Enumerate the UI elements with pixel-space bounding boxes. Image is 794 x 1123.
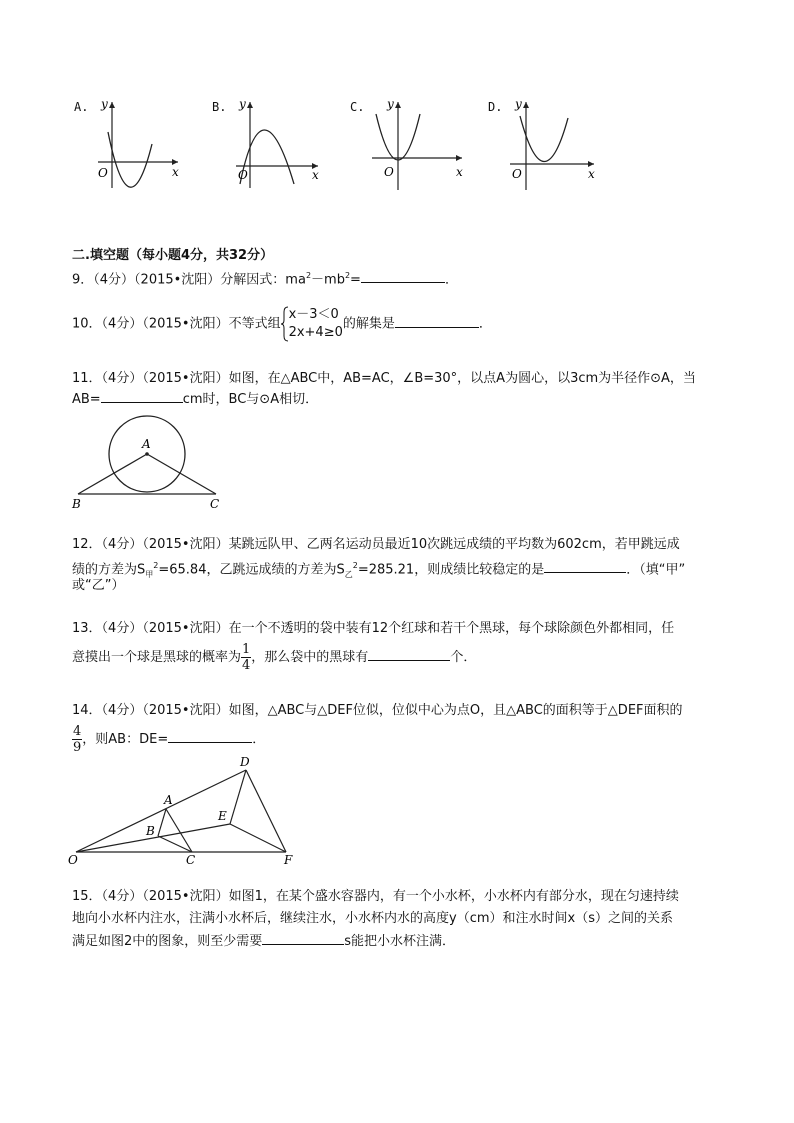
question-9: 9．（4分）（2015•沈阳）分解因式：$ma^2-mb^2=$ ． [72, 265, 458, 291]
section-title: 二.填空题（每小题4分，共32分） [72, 248, 274, 263]
question-14-line-2: $\frac{4}{9}$ ，则AB：DE= ． [73, 724, 266, 755]
option-d-label: D. [488, 100, 503, 114]
inequality-system: x－3＜0 2x+4≥0 [281, 306, 343, 342]
question-12-line-1: 12．（4分）（2015•沈阳）某跳远队甲、乙两名运动员最近10次跳远成绩的平均数为602cm，若甲跳远成 [72, 537, 680, 552]
svg-text:C: C [186, 853, 196, 867]
svg-text:B: B [72, 497, 81, 511]
svg-text:x: x [588, 167, 595, 181]
svg-text:O: O [98, 166, 108, 180]
option-b-graph [232, 96, 324, 188]
answer-blank-10[interactable] [395, 313, 479, 328]
svg-text:y: y [515, 97, 522, 111]
svg-text:A: A [142, 437, 151, 451]
option-c-graph [368, 96, 468, 190]
option-a-graph [94, 96, 184, 188]
question-10: 10．（4分）（2015•沈阳）不等式组 x－3＜0 2x+4≥0 的解集是 ． [72, 307, 492, 340]
question-12-line-2: 绩的方差为$S_甲^2=65.84$，乙跳远成绩的方差为$S_乙^2=285.21$，则成绩比较稳定的是 ．（填“甲” [72, 555, 685, 586]
svg-text:F: F [284, 853, 293, 867]
svg-text:A: A [164, 793, 173, 807]
question-11-line-2: AB= cm时，BC与⊙A相切． [72, 388, 318, 411]
option-d-graph [506, 96, 600, 190]
question-15-line-3: 满足如图2中的图象，则至少需要 s能把小水杯注满． [72, 930, 455, 953]
answer-blank-13[interactable] [368, 646, 450, 661]
question-15-line-2: 地向小水杯内注水，注满小水杯后，继续注水，小水杯内水的高度y（cm）和注水时间x（s）之间的关系 [72, 911, 673, 926]
svg-text:y: y [101, 97, 108, 111]
question-15-line-1: 15．（4分）（2015•沈阳）如图1，在某个盛水容器内，有一个小水杯，小水杯内有部分水，现在匀速持续 [72, 889, 679, 904]
question-13-line-1: 13．（4分）（2015•沈阳）在一个不透明的袋中装有12个红球和若干个黑球，每个球除颜色外都相同，任 [72, 621, 675, 636]
svg-text:y: y [239, 97, 246, 111]
svg-text:O: O [238, 168, 248, 182]
answer-blank-9[interactable] [361, 268, 445, 283]
answer-blank-12[interactable] [544, 558, 626, 573]
svg-text:E: E [218, 809, 227, 823]
question-14-line-1: 14．（4分）（2015•沈阳）如图，△ABC与△DEF位似，位似中心为点O，且△ABC的面积等于△DEF面积的 [72, 703, 683, 718]
answer-blank-14[interactable] [168, 728, 252, 743]
svg-text:x: x [172, 165, 179, 179]
svg-text:x: x [312, 168, 319, 182]
answer-blank-15[interactable] [262, 930, 344, 945]
question-11-line-1: 11．（4分）（2015•沈阳）如图，在△ABC中，AB=AC，∠B=30°，以点A为圆心，以3cm为半径作⊙A，当 [72, 371, 696, 386]
svg-text:C: C [210, 497, 220, 511]
svg-text:O: O [68, 853, 78, 867]
probability-fraction: $\frac{1}{4}$ [242, 642, 251, 673]
area-ratio-fraction: $\frac{4}{9}$ [73, 724, 82, 755]
figure-similar-triangles [68, 756, 308, 870]
option-b-label: B. [212, 100, 227, 114]
answer-blank-11[interactable] [101, 388, 183, 403]
option-a-label: A. [74, 100, 89, 114]
question-13-line-2: 意摸出一个球是黑球的概率为 $\frac{1}{4}$ ，那么袋中的黑球有 个． [72, 642, 477, 673]
svg-text:O: O [512, 167, 522, 181]
figure-triangle-circle [68, 410, 238, 514]
svg-text:D: D [240, 756, 250, 769]
svg-text:y: y [387, 97, 394, 111]
question-12-line-3: 或“乙”） [72, 578, 125, 593]
option-c-label: C. [350, 100, 365, 114]
svg-text:B: B [146, 824, 155, 838]
svg-text:O: O [384, 165, 394, 179]
svg-text:x: x [456, 165, 463, 179]
